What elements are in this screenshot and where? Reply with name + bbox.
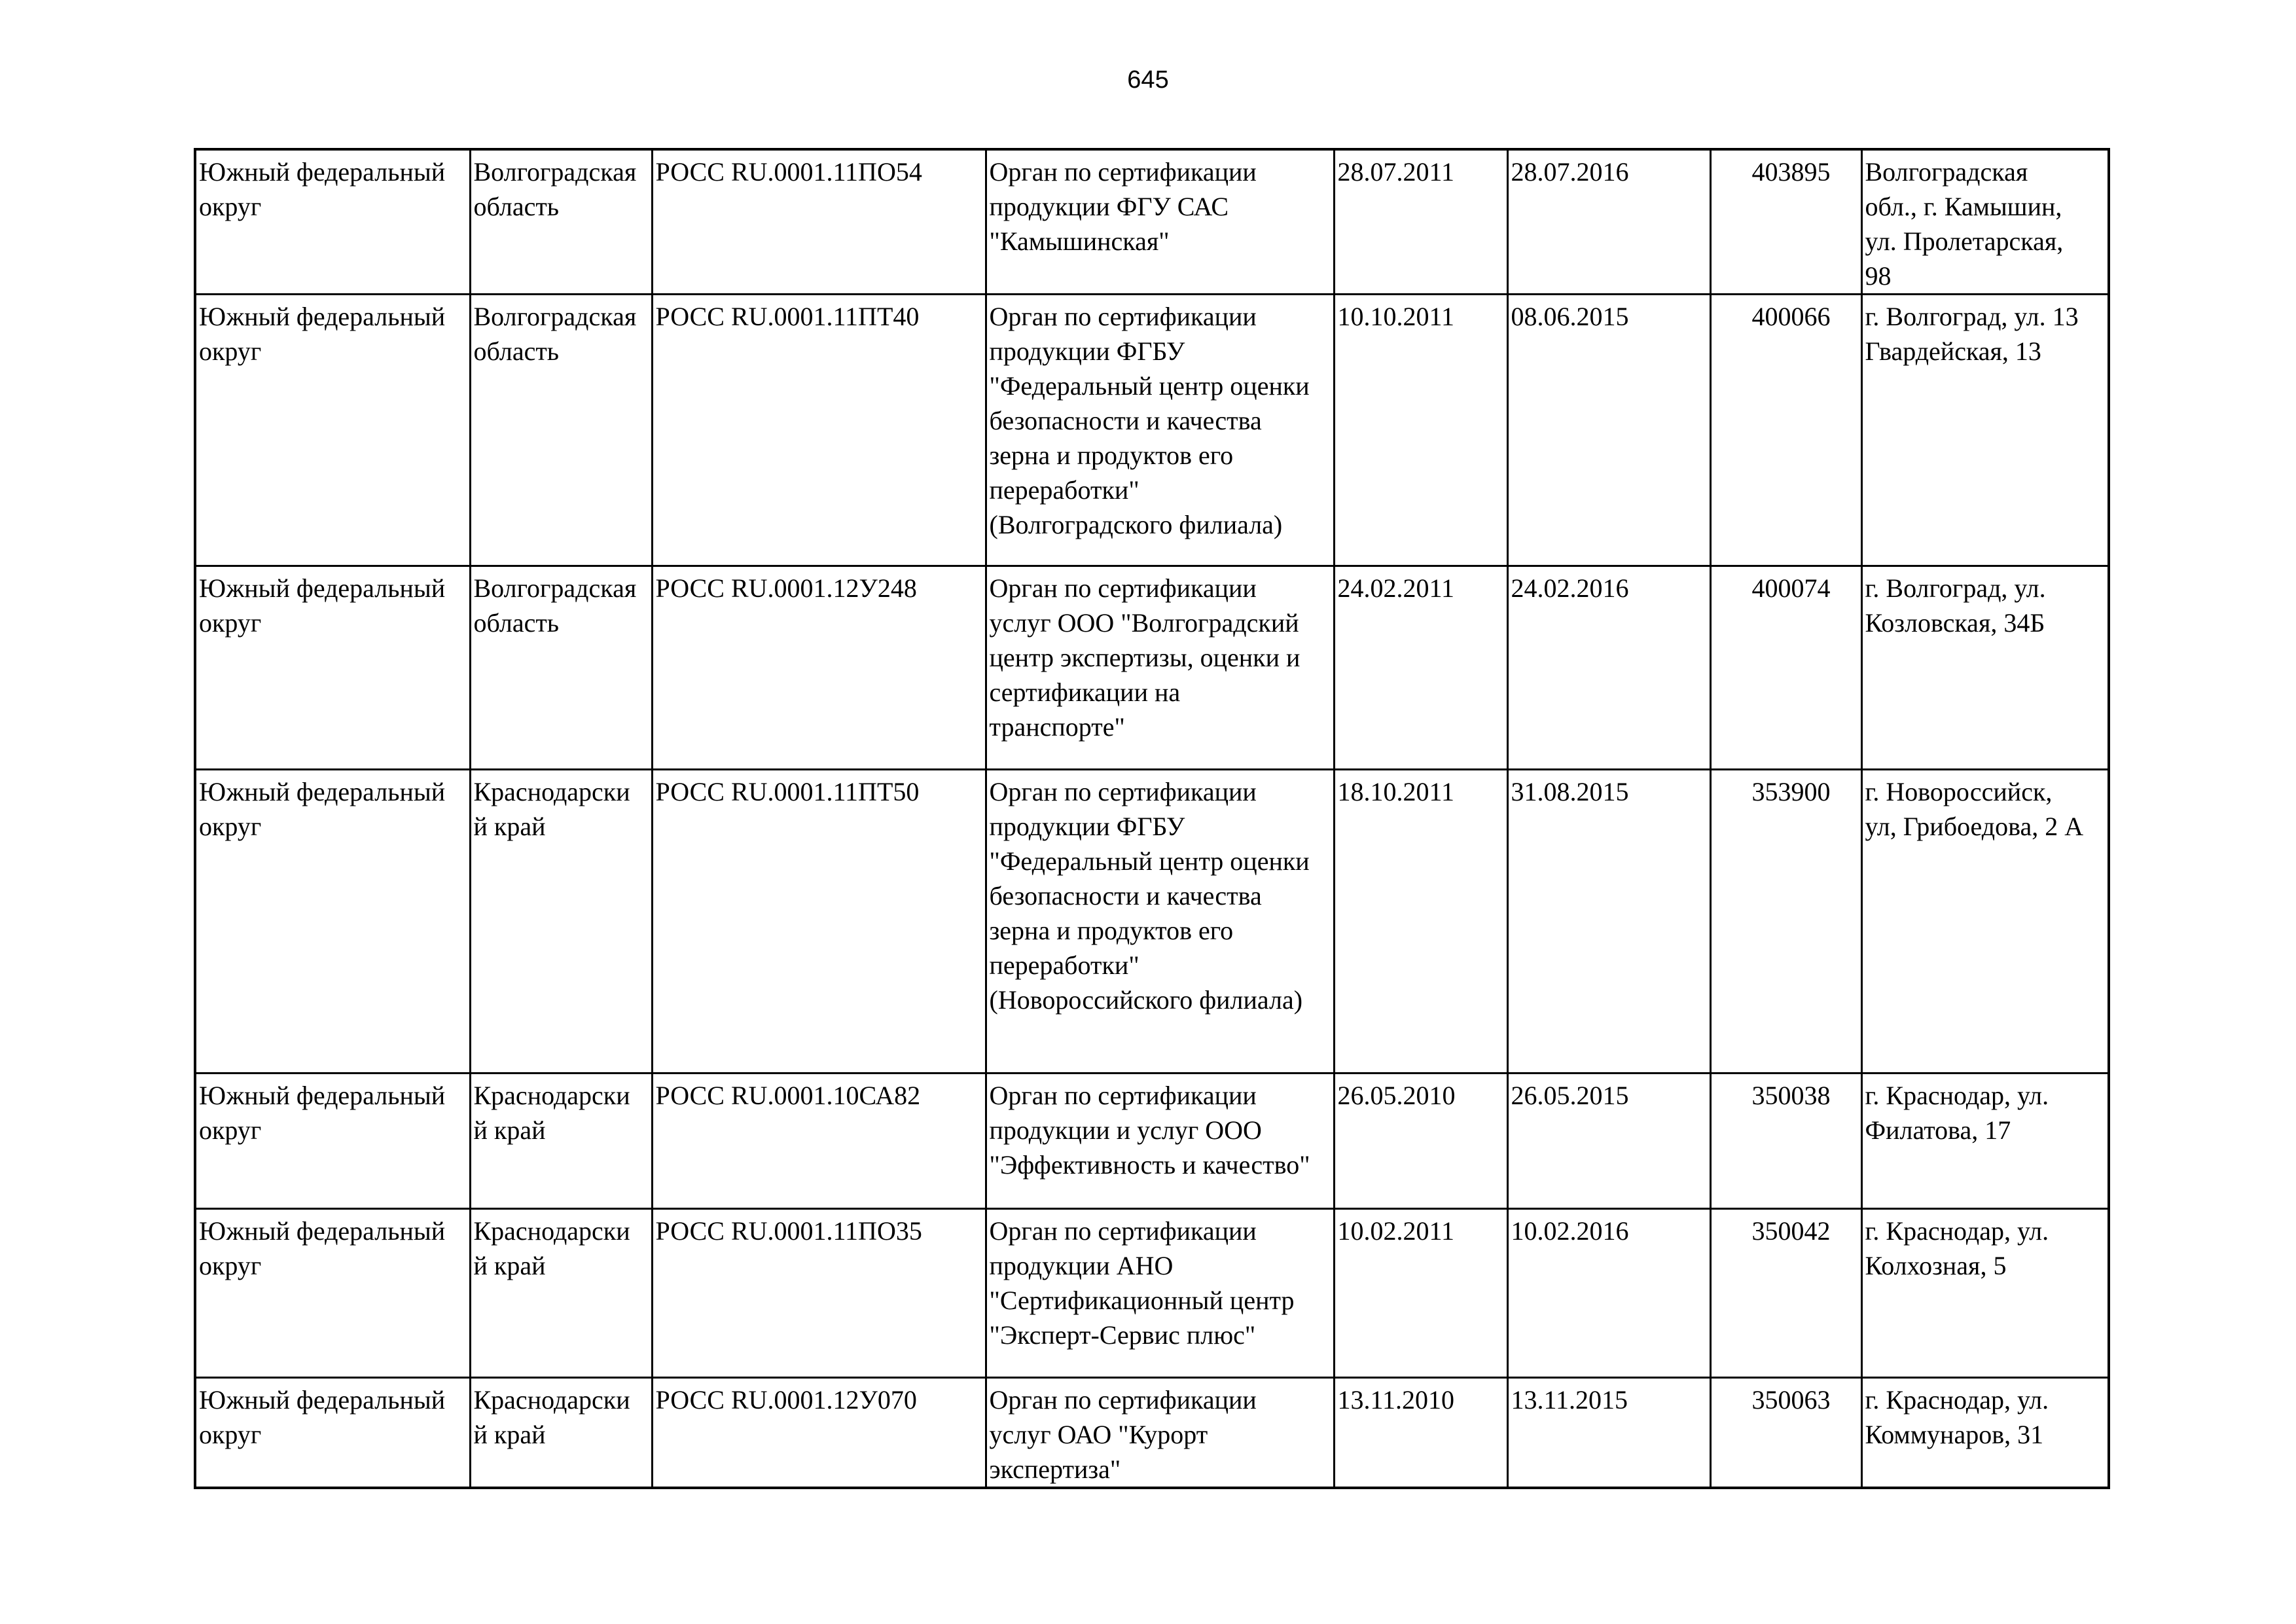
cell-district: Южный федеральный округ [195, 1209, 470, 1378]
cell-date-from: 10.02.2011 [1334, 1209, 1507, 1378]
cell-address: г. Краснодар, ул. Колхозная, 5 [1861, 1209, 2109, 1378]
cell-district: Южный федеральный округ [195, 566, 470, 770]
cell-organ: Орган по сертификации услуг ОАО "Курорт экспертиза" [986, 1378, 1334, 1489]
cell-zip: 400074 [1710, 566, 1861, 770]
cell-reg-number: РОСС RU.0001.11ПТ40 [652, 295, 986, 566]
cell-reg-number: РОСС RU.0001.11ПО35 [652, 1209, 986, 1378]
cell-organ: Орган по сертификации продукции ФГБУ "Федеральный центр оценки безопасности и качества зерна и продуктов его переработки" (Волгоградского филиала) [986, 295, 1334, 566]
cell-region: Волгоградская область [470, 295, 652, 566]
cell-reg-number: РОСС RU.0001.12У070 [652, 1378, 986, 1489]
cell-organ: Орган по сертификации продукции АНО "Сертификационный центр "Эксперт-Сервис плюс" [986, 1209, 1334, 1378]
table-row [195, 770, 2109, 1074]
table-row [195, 1378, 2109, 1489]
cell-address: Волгоградская обл., г. Камышин, ул. Пролетарская, 98 [1861, 149, 2109, 295]
cell-address: г. Краснодар, ул. Филатова, 17 [1861, 1074, 2109, 1209]
page-number: 645 [1127, 66, 1169, 94]
cell-organ: Орган по сертификации продукции ФГБУ "Федеральный центр оценки безопасности и качества зерна и продуктов его переработки" (Новороссийского филиала) [986, 770, 1334, 1074]
cell-zip: 353900 [1710, 770, 1861, 1074]
cell-district: Южный федеральный округ [195, 149, 470, 295]
cell-address: г. Новороссийск, ул, Грибоедова, 2 А [1861, 770, 2109, 1074]
cell-date-to: 28.07.2016 [1507, 149, 1710, 295]
cell-date-to: 10.02.2016 [1507, 1209, 1710, 1378]
cell-date-from: 10.10.2011 [1334, 295, 1507, 566]
cell-district: Южный федеральный округ [195, 1378, 470, 1489]
table-row [195, 1074, 2109, 1209]
cell-district: Южный федеральный округ [195, 1074, 470, 1209]
table-row [195, 566, 2109, 770]
cell-zip: 350063 [1710, 1378, 1861, 1489]
cell-district: Южный федеральный округ [195, 295, 470, 566]
cell-region: Волгоградская область [470, 566, 652, 770]
table-row [195, 149, 2109, 295]
cell-date-to: 24.02.2016 [1507, 566, 1710, 770]
cell-region: Краснодарски й край [470, 1074, 652, 1209]
certification-bodies-table [194, 148, 2110, 1489]
cell-address: г. Краснодар, ул. Коммунаров, 31 [1861, 1378, 2109, 1489]
cell-reg-number: РОСС RU.0001.10СА82 [652, 1074, 986, 1209]
cell-region: Краснодарски й край [470, 1378, 652, 1489]
cell-zip: 350038 [1710, 1074, 1861, 1209]
cell-district: Южный федеральный округ [195, 770, 470, 1074]
cell-zip: 400066 [1710, 295, 1861, 566]
cell-date-from: 24.02.2011 [1334, 566, 1507, 770]
table-row [195, 1209, 2109, 1378]
cell-address: г. Волгоград, ул. 13 Гвардейская, 13 [1861, 295, 2109, 566]
cell-zip: 350042 [1710, 1209, 1861, 1378]
cell-date-to: 26.05.2015 [1507, 1074, 1710, 1209]
cell-date-from: 28.07.2011 [1334, 149, 1507, 295]
cell-region: Краснодарски й край [470, 770, 652, 1074]
cell-date-to: 08.06.2015 [1507, 295, 1710, 566]
cell-region: Краснодарски й край [470, 1209, 652, 1378]
table-row [195, 295, 2109, 566]
cell-organ: Орган по сертификации услуг ООО "Волгоградский центр экспертизы, оценки и сертификации на транспорте" [986, 566, 1334, 770]
cell-date-from: 26.05.2010 [1334, 1074, 1507, 1209]
cell-date-from: 13.11.2010 [1334, 1378, 1507, 1489]
cell-region: Волгоградская область [470, 149, 652, 295]
cell-address: г. Волгоград, ул. Козловская, 34Б [1861, 566, 2109, 770]
cell-reg-number: РОСС RU.0001.11ПТ50 [652, 770, 986, 1074]
cell-reg-number: РОСС RU.0001.11ПО54 [652, 149, 986, 295]
cell-date-to: 13.11.2015 [1507, 1378, 1710, 1489]
cell-date-to: 31.08.2015 [1507, 770, 1710, 1074]
cell-date-from: 18.10.2011 [1334, 770, 1507, 1074]
cell-reg-number: РОСС RU.0001.12У248 [652, 566, 986, 770]
cell-zip: 403895 [1710, 149, 1861, 295]
cell-organ: Орган по сертификации продукции и услуг ООО "Эффективность и качество" [986, 1074, 1334, 1209]
cell-organ: Орган по сертификации продукции ФГУ САС "Камышинская" [986, 149, 1334, 295]
